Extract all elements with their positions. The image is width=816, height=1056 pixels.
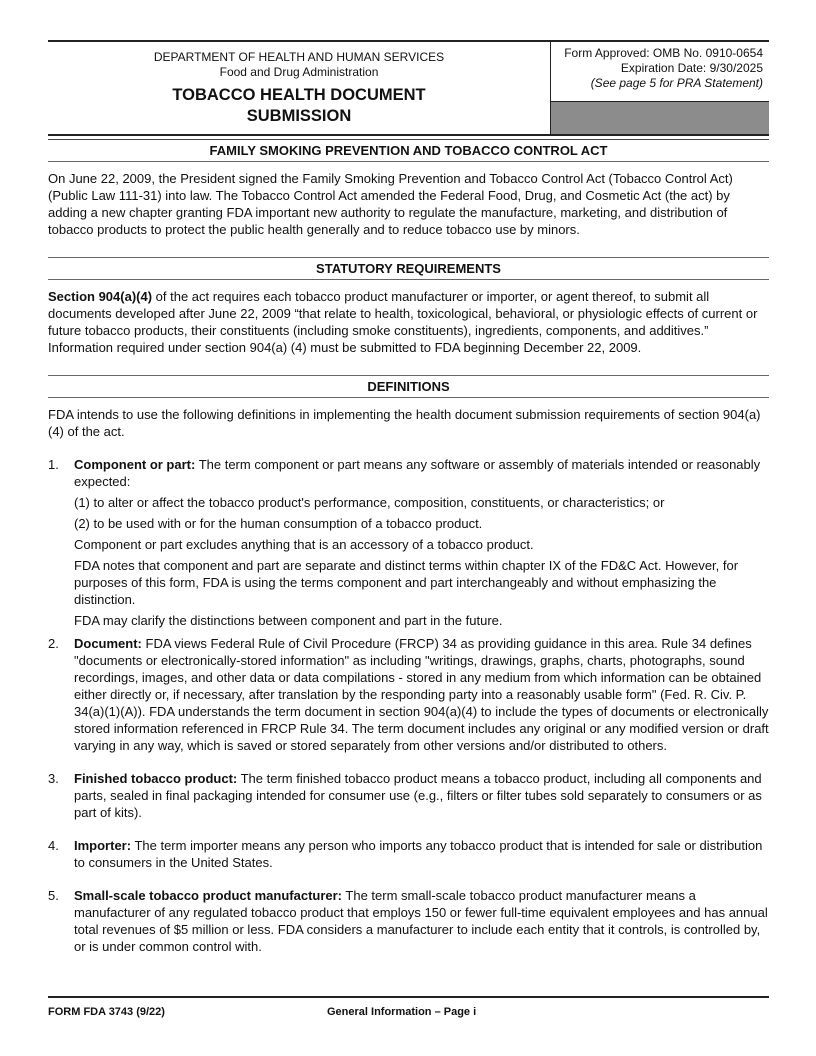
divider (48, 134, 769, 136)
definition-item (48, 837, 769, 875)
definition-sub: FDA notes that component and part are separate and distinct terms within chapter IX of the FD&C Act. However, for purposes of this form, FDA is using the terms component and part interchangeably and without emphasizing the distinction. (74, 558, 739, 607)
omb-number: Form Approved: OMB No. 0910-0654 (564, 46, 763, 60)
agency-name: Food and Drug Administration (219, 65, 379, 79)
definition-sub: FDA may clarify the distinctions between component and part in the future. (74, 613, 503, 628)
definition-sub: (2) to be used with or for the human consumption of a tobacco product. (74, 516, 483, 531)
definition-term: Small-scale tobacco product manufacturer: (74, 888, 343, 903)
definition-text: The term component or part means any software or assembly of materials intended or reasonably expected: (74, 457, 761, 489)
section-heading-statutory: STATUTORY REQUIREMENTS (48, 258, 769, 280)
pra-note: (See page 5 for PRA Statement) (590, 76, 763, 90)
item-number: 4. (48, 838, 59, 853)
department-name: DEPARTMENT OF HEALTH AND HUMAN SERVICES (153, 50, 445, 64)
form-title-line2: SUBMISSION (246, 107, 352, 125)
statutory-lead: Section 904(a)(4) (48, 289, 153, 304)
form-id: FORM FDA 3743 (9/22) (48, 1006, 165, 1018)
page-label: General Information – Page i (327, 1006, 477, 1018)
statutory-body: of the act requires each tobacco product manufacturer or importer, or agent thereof, to submit all documents developed after June 22, 2009 “that relate to health, toxicological, behavioral, or physiologic effects of current or future tobacco products, their constituents (including smoke constituents), ingredients, components, and additives.” Information required under section 904(a) (4) must be submitted to FDA beginning December 22, 2009. (48, 289, 758, 355)
form-footer (48, 996, 769, 1018)
form-page (48, 40, 769, 959)
form-title (48, 85, 550, 127)
omb-panel (550, 42, 769, 134)
definition-sub: (1) to alter or affect the tobacco product's performance, composition, constituents, or characteristics; or (74, 495, 665, 510)
definition-text: FDA views Federal Rule of Civil Procedure (FRCP) 34 as providing guidance in this area. Rule 34 defines "documents or electronically-stored information" as including "writings, drawings, graphs, charts, photographs, sound recordings, images, and other data or data compilations - stored in any medium from which information can be obtained either directly or, if necessary, after translation by the responding party into a reasonably usable form" (Fed. R. Civ. P. 34(a)(1)(A)). FDA understands the term document in section 904(a)(4) to include the types of documents or electronically stored information referenced in FRCP Rule 34. The term document includes any original or any modified version or draft varying in any way, which is saved or stored separately from other versions and/or distributed to others. (74, 636, 769, 753)
item-number: 1. (48, 457, 59, 472)
form-header (48, 40, 769, 134)
act-paragraph: On June 22, 2009, the President signed the Family Smoking Prevention and Tobacco Control Act (Tobacco Control Act) (Public Law 111-31) into law. The Tobacco Control Act amended the Federal Food, Drug, and Cosmetic Act (the act) by adding a new chapter granting FDA important new authority to regulate the manufacture, marketing, and distribution of tobacco products to protect the public health generally and to reduce tobacco use by minors. (48, 171, 733, 237)
definition-text: The term importer means any person who imports any tobacco product that is intended for sale or distribution to consumers in the United States. (74, 838, 763, 870)
expiration-date: Expiration Date: 9/30/2025 (620, 61, 763, 75)
definition-item (48, 770, 769, 825)
definition-term: Importer: (74, 838, 132, 853)
definition-text: The term small-scale tobacco product manufacturer means a manufacturer of any regulated tobacco product that employs 150 or fewer full-time equivalent employees and has annual total revenues of $5 million or less. FDA considers a manufacturer to include each entity that it controls, is controlled by, or is under common control with. (74, 888, 768, 954)
definition-term: Document: (74, 636, 142, 651)
definition-item (48, 887, 769, 959)
statutory-paragraph (48, 288, 769, 356)
definition-item (48, 635, 769, 758)
section-heading-definitions: DEFINITIONS (48, 376, 769, 398)
definition-text: The term finished tobacco product means a tobacco product, including all components and parts, sealed in final packaging intended for consumer use (e.g., filters or filter tubes sold separately to consumers or as part of kits). (74, 771, 762, 820)
item-number: 2. (48, 636, 59, 651)
agency-use-box (551, 102, 769, 134)
definition-item (48, 456, 769, 633)
definition-sub: Component or part excludes anything that is an accessory of a tobacco product. (74, 537, 534, 552)
definition-term: Component or part: (74, 457, 196, 472)
item-number: 5. (48, 888, 59, 903)
section-heading-act: FAMILY SMOKING PREVENTION AND TOBACCO CONTROL ACT (48, 140, 769, 162)
definitions-intro: FDA intends to use the following definitions in implementing the health document submission requirements of section 904(a)(4) of the act. (48, 407, 761, 439)
header-title-block (48, 42, 550, 134)
definition-term: Finished tobacco product: (74, 771, 238, 786)
omb-info (551, 42, 769, 102)
form-title-line1: TOBACCO HEALTH DOCUMENT (172, 86, 426, 104)
item-number: 3. (48, 771, 59, 786)
